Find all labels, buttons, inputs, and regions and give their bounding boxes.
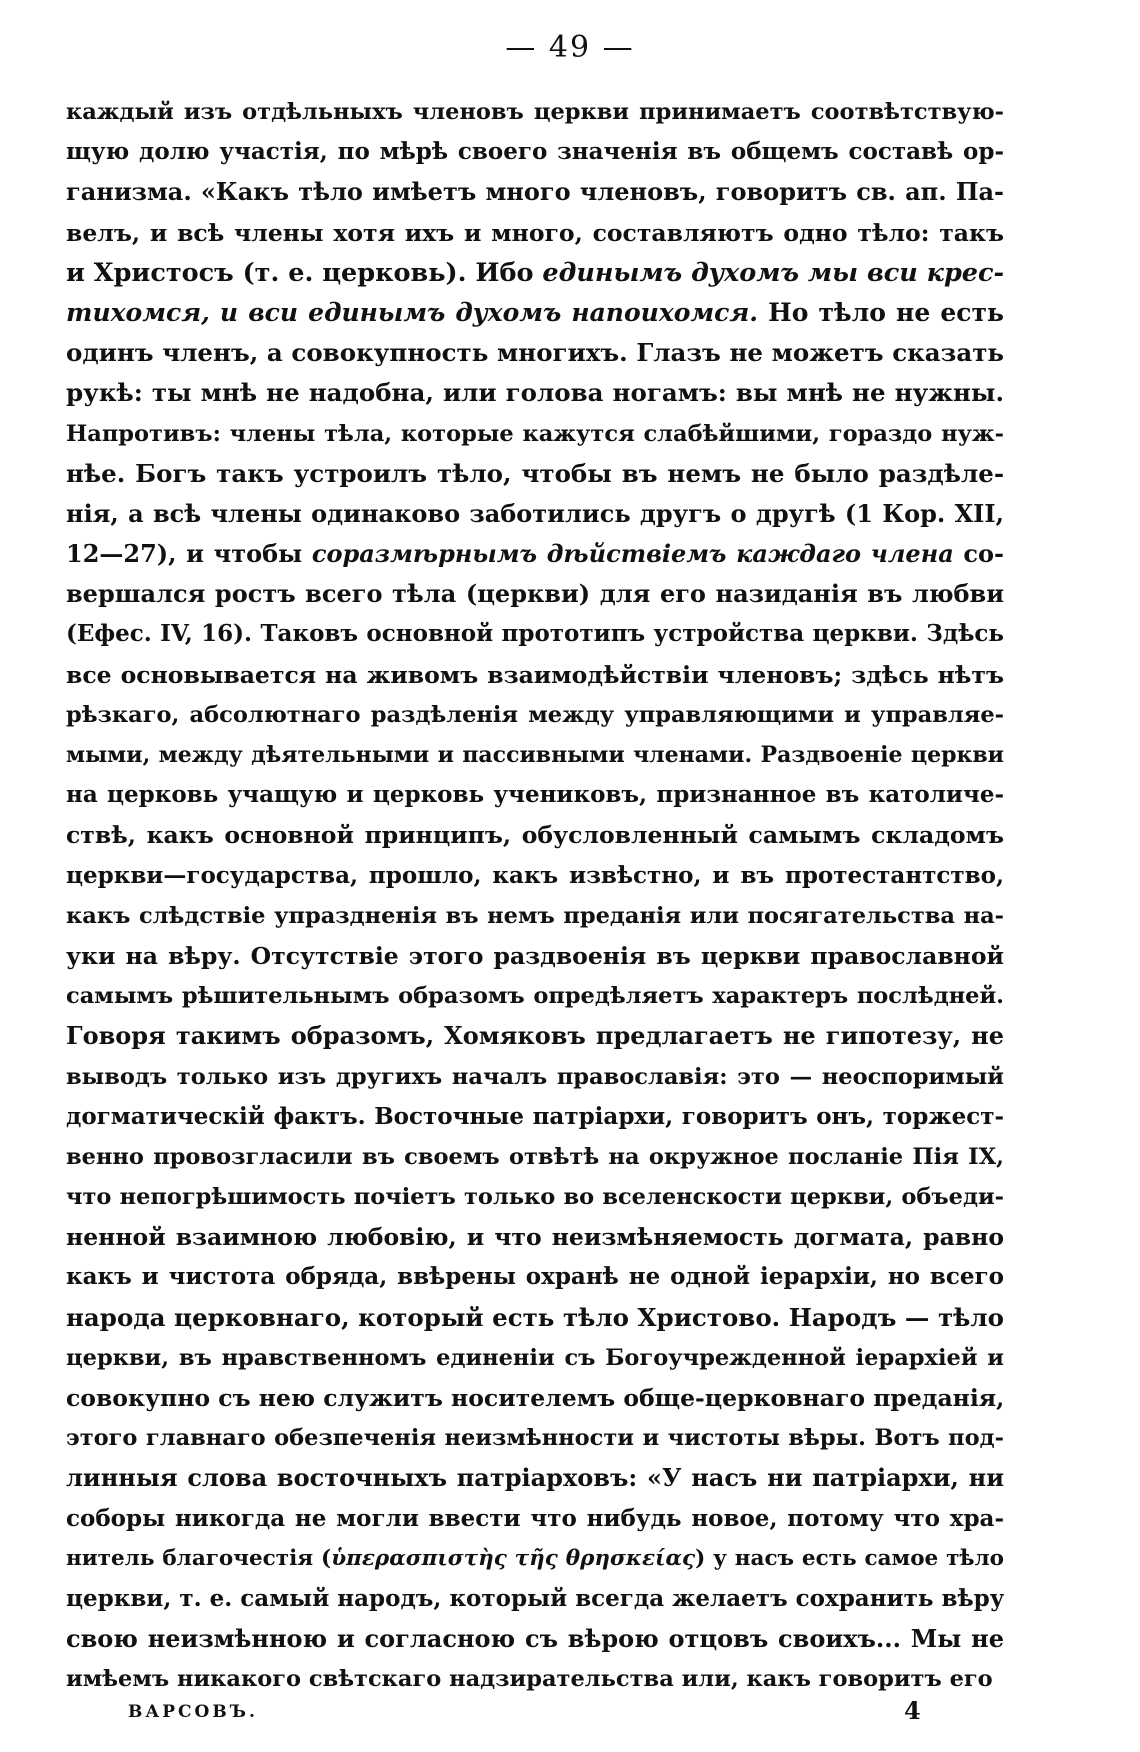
text-line [66,1097,1004,1137]
text-span: какъ слѣдствіе упраздненія въ немъ преданія или посягательства на- [66,902,1004,929]
text-span: выводъ только изъ другихъ началъ православія: это — неоспоримый [66,1063,1004,1090]
text-line [66,1619,1004,1659]
text-line [66,614,1004,654]
text-span: 12—27), и чтобы [66,539,312,569]
text-line [66,936,1004,976]
text-span: ствѣ, какъ основной принципъ, обусловленный самымъ складомъ [66,821,1004,850]
text-line [66,454,1004,494]
text-line [66,1418,1004,1458]
text-span: ) у насъ есть самое тѣло [695,1545,1004,1571]
text-span: самымъ рѣшительнымъ образомъ опредѣляетъ характеръ послѣдней. [66,983,1004,1010]
footer-signature: ВАРСОВЪ. [128,1702,258,1722]
text-line [66,1057,1004,1097]
body-text [66,92,1004,1700]
text-line [66,92,1004,132]
text-line [66,896,1004,936]
italic-span: ὑπερασπιστὴς τῆς θρησκείας [331,1545,696,1571]
text-span: соборы никогда не могли ввести что нибудь новое, потому что хра- [66,1504,1004,1532]
text-line [66,775,1004,815]
text-span: рѣзкаго, абсолютнаго раздѣленія между управляющими и управляе- [66,701,1004,728]
text-line [66,494,1004,534]
text-line [66,253,1004,293]
text-span: уки на вѣру. Отсутствіе этого раздвоенія въ церкви православной [66,941,1004,970]
text-line [66,815,1004,855]
text-line [66,574,1004,614]
text-line [66,333,1004,373]
text-line [66,1499,1004,1539]
italic-span: единымъ духомъ мы вси крес- [542,257,1004,288]
text-span: на церковь учащую и церковь учениковъ, признанное въ католиче- [66,781,1004,809]
text-line [66,172,1004,212]
text-line [66,1257,1004,1297]
text-line [66,1338,1004,1378]
text-span: и Христосъ (т. е. церковь). Ибо [66,257,543,288]
text-span: мыми, между дѣятельными и пассивными членами. Раздвоеніе церкви [66,742,1004,768]
text-span: что непогрѣшимость почіетъ только во вселенскости церкви, объеди- [66,1184,1004,1211]
text-span: Говоря такимъ образомъ, Хомяковъ предлагаетъ не гипотезу, не [66,1021,1004,1051]
text-line [66,1298,1004,1338]
text-line [66,735,1004,775]
text-span: каждый изъ отдѣльныхъ членовъ церкви принимаетъ соотвѣтствую- [66,99,1004,125]
text-span: одинъ членъ, а совокупность многихъ. Глазъ не можетъ сказать [66,338,1004,368]
text-span: венно провозгласили въ своемъ отвѣтѣ на окружное посланіе Пія IX, [66,1143,1004,1170]
text-span: этого главнаго обезпеченія неизмѣнности и чистоты вѣры. Вотъ под- [66,1425,1004,1452]
page-number: — 49 — [505,30,635,65]
text-span: свою неизмѣнною и согласною съ вѣрою отцовъ своихъ... Мы не [66,1624,1004,1654]
text-span: велъ, и всѣ члены хотя ихъ и много, составляютъ одно тѣло: такъ [66,218,1004,247]
text-line [66,1378,1004,1418]
text-span: народа церковнаго, который есть тѣло Христово. Народъ — тѣло [66,1302,1004,1332]
text-span: рукѣ: ты мнѣ не надобна, или голова ногамъ: вы мнѣ не нужны. [66,378,1004,408]
text-span: со- [953,539,1004,569]
page-footer [66,1696,1004,1730]
text-span: ганизма. «Какъ тѣло имѣетъ много членовъ, говоритъ св. ап. Па- [66,177,1004,207]
text-line [66,1659,1004,1699]
text-line [66,695,1004,735]
text-span: церкви, т. е. самый народъ, который всегда желаетъ сохранить вѣру [66,1584,1004,1612]
text-span: имѣемъ никакого свѣтскаго надзирательства или, какъ говоритъ его [66,1666,993,1693]
text-line [66,373,1004,413]
text-line [66,655,1004,695]
text-line [66,1217,1004,1257]
text-span: щую долю участія, по мѣрѣ своего значенія въ общемъ составѣ ор- [66,138,1004,166]
text-span: линныя слова восточныхъ патріарховъ: «У насъ ни патріархи, ни [66,1463,1004,1493]
text-line [66,213,1004,253]
text-span: нія, а всѣ члены одинаково заботились другъ о другѣ (1 Кор. XII, [66,498,1004,528]
text-span: Но тѣло не есть [758,297,1004,327]
sheet-number: 4 [904,1696,921,1725]
text-line [66,293,1004,333]
text-line [66,1137,1004,1177]
text-span: (Ефес. IV, 16). Таковъ основной прототипъ устройства церкви. Здѣсь [66,620,1004,648]
text-span: нитель благочестія ( [66,1545,332,1571]
italic-span: тихомся, и вси единымъ духомъ напоихомся. [66,297,758,327]
text-span: все основывается на живомъ взаимодѣйствіи членовъ; здѣсь нѣтъ [66,660,1004,689]
text-line [66,534,1004,574]
text-span: вершался ростъ всего тѣла (церкви) для его назиданія въ любви [66,579,1004,609]
text-line [66,1016,1004,1056]
text-line [66,856,1004,896]
text-line [66,1579,1004,1619]
text-span: догматическій фактъ. Восточные патріархи, говоритъ онъ, торжест- [66,1102,1004,1130]
text-span: церкви—государства, прошло, какъ извѣстно, и въ протестантство, [66,861,1004,889]
text-span: какъ и чистота обряда, ввѣрены охранѣ не одной іерархіи, но всего [66,1263,1004,1291]
text-span: Напротивъ: члены тѣла, которые кажутся слабѣйшими, гораздо нуж- [66,420,1004,447]
text-line [66,976,1004,1016]
italic-span: соразмѣрнымъ дѣйствіемъ каждаго члена [311,539,954,569]
text-line [66,132,1004,172]
text-line [66,1177,1004,1217]
text-span: совокупно съ нею служитъ носителемъ обще-церковнаго преданія, [66,1384,1004,1412]
text-span: нѣе. Богъ такъ устроилъ тѣло, чтобы въ немъ не было раздѣле- [66,458,1004,488]
text-span: церкви, въ нравственномъ единеніи съ Богоучрежденной іерархіей и [66,1344,1004,1371]
text-line [66,1458,1004,1498]
text-line [66,1539,1004,1579]
text-line [66,414,1004,454]
text-span: ненной взаимною любовію, и что неизмѣняемость догмата, равно [66,1223,1004,1252]
